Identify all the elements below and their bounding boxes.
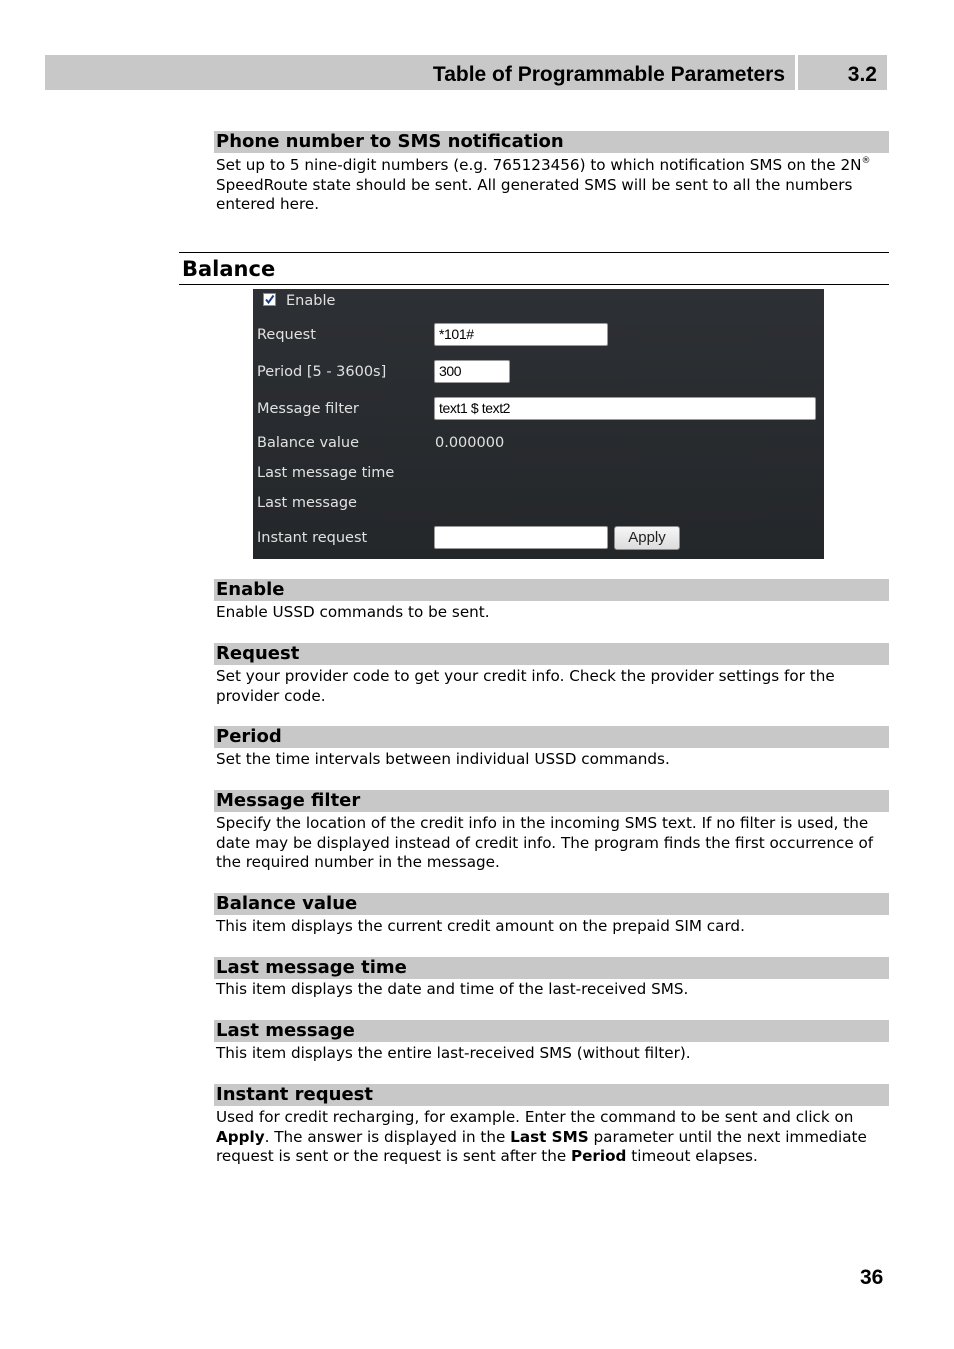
message-filter-label: Message filter bbox=[257, 401, 359, 417]
bold-term: Period bbox=[571, 1147, 627, 1165]
bold-term: Apply bbox=[216, 1127, 265, 1146]
section-title: Request bbox=[216, 643, 300, 664]
balance-value-description: This item displays the current credit amount on the prepaid SIM card. bbox=[216, 917, 745, 935]
section-title: Enable bbox=[216, 579, 285, 600]
request-description: Set your provider code to get your credit info. Check the provider settings for the provider code. bbox=[216, 667, 835, 705]
message-filter-description: Specify the location of the credit info in the incoming SMS text. If no filter is used, the date may be displayed instead of credit info. The program finds the first occurrence of the required number in the message. bbox=[216, 814, 874, 871]
page-header-title: Table of Programmable Parameters bbox=[432, 63, 785, 86]
last-message-label: Last message bbox=[257, 495, 357, 511]
enable-description: Enable USSD commands to be sent. bbox=[216, 603, 490, 621]
section-heading-message-filter bbox=[214, 790, 889, 812]
balance-value: 0.000000 bbox=[435, 435, 505, 451]
section-heading-request bbox=[214, 643, 889, 665]
bold-term: Last SMS bbox=[510, 1127, 589, 1146]
text-part: parameter until the next immediate request is sent or the request is sent after the bbox=[216, 1127, 867, 1165]
header-bar bbox=[45, 55, 795, 90]
instant-request-label: Instant request bbox=[257, 530, 368, 546]
section-title: Last message bbox=[216, 1020, 355, 1041]
period-input[interactable]: 300 bbox=[434, 360, 510, 383]
request-label: Request bbox=[257, 327, 316, 343]
text-part: Used for credit recharging, for example. Enter the command to be sent and click on bbox=[216, 1108, 854, 1126]
header-section-box bbox=[798, 55, 887, 90]
enable-checkbox[interactable] bbox=[263, 293, 276, 306]
last-message-description: This item displays the entire last-received SMS (without filter). bbox=[216, 1044, 691, 1062]
balance-value-label: Balance value bbox=[257, 435, 360, 451]
section-title: Period bbox=[216, 726, 282, 747]
instant-request-input[interactable] bbox=[434, 526, 608, 549]
section-title: Last message time bbox=[216, 957, 407, 978]
last-message-time-description: This item displays the date and time of the last-received SMS. bbox=[216, 980, 689, 998]
section-heading-instant-request bbox=[214, 1084, 889, 1106]
section-heading-balance-value bbox=[214, 893, 889, 915]
checkmark-icon bbox=[264, 294, 275, 305]
text-part: timeout elapses. bbox=[626, 1147, 758, 1165]
page-number: 36 bbox=[860, 1266, 884, 1289]
text-part: SpeedRoute state should be sent. All generated SMS will be sent to all the numbers entered here. bbox=[216, 175, 853, 213]
message-filter-input[interactable]: text1 $ text2 bbox=[434, 397, 816, 420]
section-heading-last-message bbox=[214, 1020, 889, 1042]
registered-mark: ® bbox=[861, 155, 871, 166]
balance-heading: Balance bbox=[182, 257, 276, 281]
phone-section-text bbox=[216, 156, 888, 215]
enable-label: Enable bbox=[286, 293, 336, 309]
divider bbox=[179, 284, 889, 285]
section-title: Phone number to SMS notification bbox=[216, 131, 564, 152]
balance-settings-panel bbox=[253, 289, 824, 559]
section-number: 3.2 bbox=[847, 63, 877, 86]
section-heading-phone bbox=[214, 131, 889, 153]
request-input[interactable]: *101# bbox=[434, 323, 608, 346]
text-part: . The answer is displayed in the bbox=[264, 1127, 511, 1146]
section-title: Message filter bbox=[216, 790, 361, 811]
section-heading-period bbox=[214, 726, 889, 748]
section-heading-last-message-time bbox=[214, 957, 889, 979]
period-description: Set the time intervals between individual USSD commands. bbox=[216, 750, 670, 768]
section-heading-enable bbox=[214, 579, 889, 601]
section-title: Balance value bbox=[216, 893, 358, 914]
text-part: Set up to 5 nine-digit numbers (e.g. 765123456) to which notification SMS on the 2N bbox=[216, 156, 862, 174]
apply-button[interactable]: Apply bbox=[614, 526, 680, 550]
period-label: Period [5 - 3600s] bbox=[257, 364, 387, 380]
divider bbox=[179, 252, 889, 253]
instant-request-description bbox=[216, 1108, 888, 1167]
last-message-time-label: Last message time bbox=[257, 465, 395, 481]
section-title: Instant request bbox=[216, 1084, 373, 1105]
